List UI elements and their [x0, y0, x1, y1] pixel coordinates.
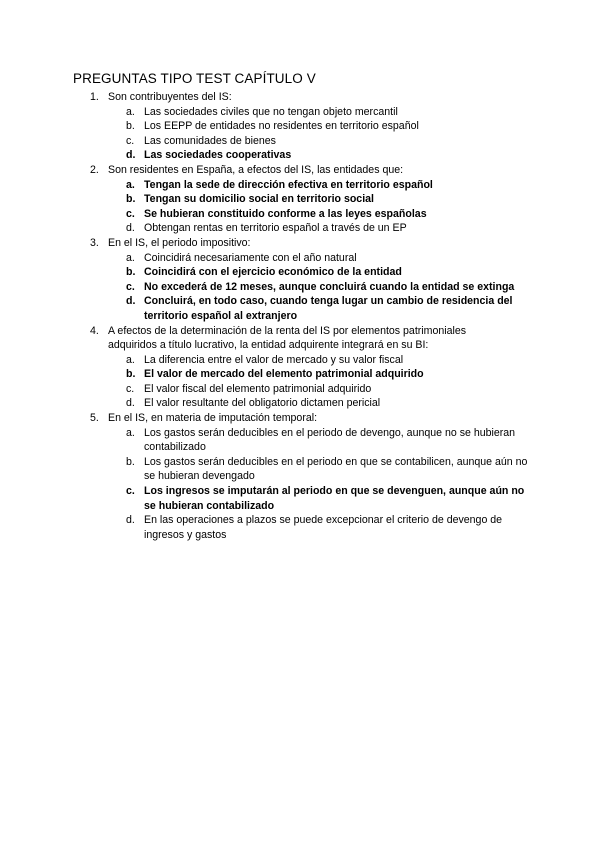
question-text: En el IS, el periodo impositivo: [108, 236, 251, 249]
option-text: Coincidirá necesariamente con el año natural [144, 251, 357, 264]
option-letter: d. [126, 514, 135, 527]
option-correct [0, 192, 600, 207]
option-letter: a. [126, 251, 135, 264]
question-text: En el IS, en materia de imputación temporal: [108, 412, 318, 425]
option-correct [0, 148, 600, 163]
option-text: Concluirá, en todo caso, cuando tenga lugar un cambio de residencia del territorio español al extranjero [144, 295, 513, 322]
question-2 [0, 163, 600, 236]
option-text: Los gastos serán deducibles en el periodo de devengo, aunque no se hubieran contabilizado [144, 426, 516, 454]
option-incorrect [0, 396, 600, 411]
option-incorrect [0, 134, 600, 149]
option-incorrect [0, 382, 600, 397]
option-correct [0, 294, 600, 323]
option-text: Se hubieran constituido conforme a las leyes españolas [144, 207, 427, 220]
option-text: Las comunidades de bienes [144, 134, 276, 147]
question-text: Son residentes en España, a efectos del IS, las entidades que: [108, 163, 404, 176]
option-incorrect [0, 251, 600, 266]
option-text: Los gastos serán deducibles en el periodo en que se contabilicen, aunque aún no se hubieran devengado [144, 455, 528, 483]
option-correct [0, 178, 600, 193]
question-number: 5. [90, 412, 99, 425]
option-letter: c. [126, 207, 135, 220]
option-text: Las sociedades cooperativas [144, 149, 292, 162]
question-number: 4. [90, 324, 99, 337]
question-list [0, 90, 600, 542]
option-incorrect [0, 119, 600, 134]
question-1 [0, 90, 600, 163]
option-letter: b. [126, 455, 135, 468]
option-text: La diferencia entre el valor de mercado y su valor fiscal [144, 353, 404, 366]
option-letter: a. [126, 353, 135, 366]
option-letter: a. [126, 178, 135, 191]
option-correct [0, 207, 600, 222]
option-text: Los EEPP de entidades no residentes en territorio español [144, 120, 419, 133]
option-incorrect [0, 513, 600, 542]
option-letter: d. [126, 149, 136, 162]
option-letter: c. [126, 280, 135, 293]
question-4 [0, 324, 600, 412]
option-incorrect [0, 105, 600, 120]
option-letter: b. [126, 193, 136, 206]
option-text: No excederá de 12 meses, aunque concluirá cuando la entidad se extinga [144, 280, 515, 293]
option-letter: d. [126, 295, 136, 308]
option-text: En las operaciones a plazos se puede excepcionar el criterio de devengo de ingresos y gastos [144, 514, 503, 541]
option-incorrect [0, 426, 600, 455]
question-number: 2. [90, 163, 99, 176]
option-text: El valor fiscal del elemento patrimonial adquirido [144, 382, 372, 395]
option-letter: a. [126, 426, 135, 439]
option-text: Los ingresos se imputarán al periodo en que se devenguen, aunque aún no se hubieran contabilizado [144, 485, 525, 512]
option-letter: a. [126, 105, 135, 118]
question-number: 1. [90, 91, 99, 103]
option-letter: d. [126, 222, 135, 235]
option-correct [0, 484, 600, 513]
question-5 [0, 411, 600, 542]
question-number: 3. [90, 236, 99, 249]
question-text: A efectos de la determinación de la renta del IS por elementos patrimoniales adquiridos a título lucrativo, la entidad adquirente integrará en su BI: [108, 324, 467, 352]
option-letter: b. [126, 368, 136, 381]
option-letter: c. [126, 382, 135, 395]
option-letter: b. [126, 120, 135, 133]
option-text: Tengan su domicilio social en territorio social [144, 193, 374, 206]
option-text: Las sociedades civiles que no tengan objeto mercantil [144, 105, 398, 118]
option-text: Coincidirá con el ejercicio económico de la entidad [144, 266, 402, 279]
option-letter: c. [126, 134, 135, 147]
option-incorrect [0, 353, 600, 368]
option-letter: d. [126, 397, 135, 410]
page-title: PREGUNTAS TIPO TEST CAPÍTULO V [73, 71, 316, 86]
option-text: Tengan la sede de dirección efectiva en territorio español [144, 178, 433, 191]
option-text: Obtengan rentas en territorio español a través de un EP [144, 222, 407, 235]
option-text: El valor resultante del obligatorio dictamen pericial [144, 397, 381, 410]
option-letter: c. [126, 485, 135, 498]
question-text: Son contribuyentes del IS: [108, 91, 232, 103]
option-letter: b. [126, 266, 136, 279]
option-correct [0, 367, 600, 382]
option-incorrect [0, 455, 600, 484]
question-3 [0, 236, 600, 324]
option-correct [0, 280, 600, 295]
option-incorrect [0, 221, 600, 236]
option-correct [0, 265, 600, 280]
option-text: El valor de mercado del elemento patrimonial adquirido [144, 368, 424, 381]
